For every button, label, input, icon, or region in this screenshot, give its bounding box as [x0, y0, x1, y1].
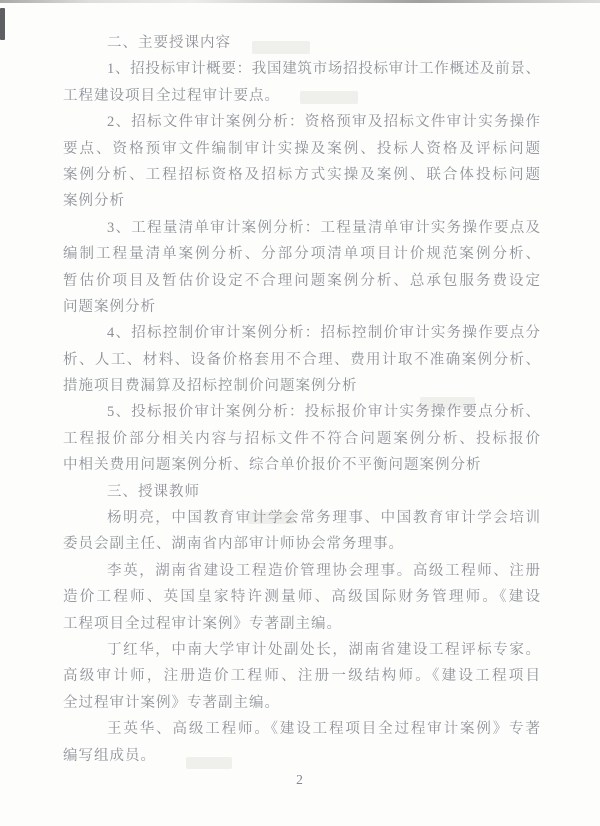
text-line: 案例分析	[63, 193, 125, 210]
text-line: 暂估价项目及暂估价设定不合理问题案例分析、总承包服务费设定	[63, 272, 540, 289]
text-block	[63, 30, 540, 769]
text-line: 丁红华，中南大学审计处副处长，湖南省建设工程评标专家。	[107, 641, 540, 658]
text-line: 1、招投标审计概要：我国建筑市场招投标审计工作概述及前景、	[107, 61, 540, 78]
text-line: 编写组成员。	[63, 747, 156, 764]
text-line: 3、工程量清单审计案例分析：工程量清单审计实务操作要点及	[107, 219, 540, 236]
text-line: 问题案例分析	[63, 298, 156, 315]
text-line: 工程报价部分相关内容与招标文件不符合问题案例分析、投标报价	[63, 430, 540, 447]
text-line: 全过程审计案例》专著副主编。	[63, 694, 280, 711]
text-line: 工程项目全过程审计案例》专著副主编。	[63, 615, 342, 632]
text-line: 要点、资格预审文件编制审计实操及案例、投标人资格及评标问题	[63, 140, 540, 157]
text-line: 三、授课教师	[107, 483, 200, 500]
text-line: 李英，湖南省建设工程造价管理协会理事。高级工程师、注册	[107, 562, 540, 579]
text-line: 王英华、高级工程师。《建设工程项目全过程审计案例》专著	[107, 721, 540, 738]
scan-left-edge-artifact	[0, 8, 5, 40]
text-line: 二、主要授课内容	[107, 35, 231, 51]
text-line: 析、人工、材料、设备价格套用不合理、费用计取不准确案例分析、	[63, 351, 540, 368]
scan-top-edge-artifact	[0, 0, 600, 3]
text-line: 工程建设项目全过程审计要点。	[63, 87, 280, 104]
text-line: 杨明亮，中国教育审计学会常务理事、中国教育审计学会培训	[107, 510, 540, 527]
text-line: 委员会副主任、湖南省内部审计师协会常务理事。	[63, 536, 404, 553]
text-line: 措施项目费漏算及招标控制价问题案例分析	[63, 378, 358, 395]
text-line: 中相关费用问题案例分析、综合单价报价不平衡问题案例分析	[63, 457, 482, 474]
text-line: 编制工程量清单案例分析、分部分项清单项目计价规范案例分析、	[63, 246, 540, 263]
text-line: 4、招标控制价审计案例分析：招标控制价审计实务操作要点分	[107, 325, 540, 342]
text-line: 5、投标报价审计案例分析：投标报价审计实务操作要点分析、	[107, 404, 540, 421]
text-line: 造价工程师、英国皇家特许测量师、高级国际财务管理师。《建设	[63, 589, 540, 606]
text-line: 高级审计师，注册造价工程师、注册一级结构师。《建设工程项目	[63, 668, 540, 685]
text-line: 案例分析、工程招标资格及招标方式实操及案例、联合体投标问题	[63, 166, 540, 183]
text-line: 2、招标文件审计案例分析：资格预审及招标文件审计实务操作	[107, 114, 540, 131]
page-number: 2	[296, 772, 304, 787]
